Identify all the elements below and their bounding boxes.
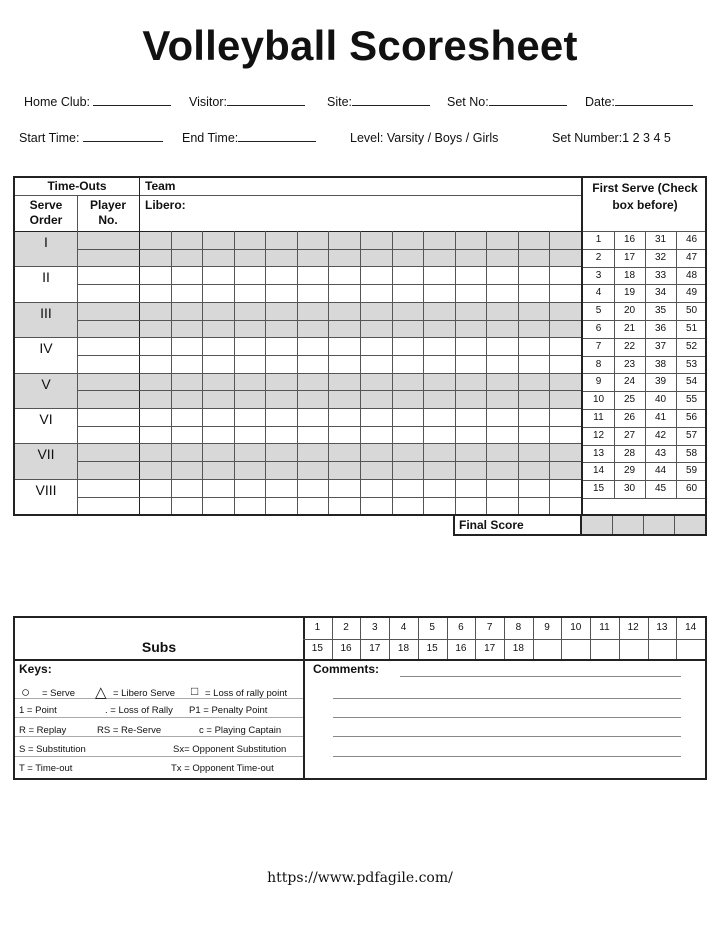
end-time-label: End Time:: [182, 131, 239, 145]
comments-label: Comments:: [313, 662, 380, 676]
first-serve-number[interactable]: 35: [654, 305, 667, 317]
sub-number[interactable]: 16: [340, 643, 352, 654]
key-serve: = Serve: [42, 688, 76, 699]
first-serve-header: First Serve (Check box before): [592, 181, 698, 212]
home-club-field[interactable]: [24, 95, 171, 109]
date-label: Date:: [585, 95, 615, 109]
date-field[interactable]: [585, 95, 693, 109]
key-point: 1 = Point: [19, 705, 57, 716]
sub-number[interactable]: 6: [458, 622, 464, 633]
subs-section: [13, 616, 707, 780]
first-serve-number[interactable]: 27: [623, 429, 636, 441]
first-serve-number[interactable]: 59: [685, 465, 698, 477]
sub-number[interactable]: 4: [400, 622, 407, 633]
key-penalty: P1 = Penalty Point: [189, 705, 268, 716]
first-serve-number[interactable]: 38: [654, 358, 667, 370]
key-opp-timeout: Tx = Opponent Time-out: [171, 763, 274, 774]
set-number-field[interactable]: Set Number:1 2 3 4 5: [552, 131, 671, 145]
sub-number[interactable]: 12: [627, 622, 639, 633]
sub-number[interactable]: 11: [599, 622, 610, 633]
first-serve-number[interactable]: 56: [685, 411, 698, 423]
first-serve-number[interactable]: 9: [595, 376, 602, 388]
first-serve-number[interactable]: 41: [654, 411, 667, 423]
first-serve-number[interactable]: 18: [623, 269, 636, 281]
player-number-cell[interactable]: [77, 479, 139, 514]
first-serve-number[interactable]: 11: [593, 411, 604, 423]
first-serve-number[interactable]: 42: [654, 429, 667, 441]
first-serve-number[interactable]: 24: [623, 376, 636, 388]
first-serve-number[interactable]: 33: [654, 269, 667, 281]
footer-url[interactable]: https://www.pdfagile.com/: [267, 870, 453, 886]
sub-number[interactable]: 3: [371, 622, 378, 633]
first-serve-number[interactable]: 12: [592, 429, 605, 441]
rotation-label: IV: [39, 340, 53, 357]
rotation-label: VI: [39, 411, 53, 427]
final-score-label: Final Score: [459, 518, 524, 532]
set-no-label: Set No:: [447, 95, 489, 109]
first-serve-number[interactable]: 54: [685, 376, 698, 388]
triangle-icon: △: [95, 684, 107, 701]
first-serve-number[interactable]: 47: [685, 251, 698, 263]
first-serve-number[interactable]: 31: [654, 234, 667, 245]
first-serve-number[interactable]: 52: [685, 340, 698, 352]
sub-number[interactable]: 9: [544, 622, 550, 633]
sub-number[interactable]: 1: [314, 622, 321, 633]
grid-canvas: [15, 178, 705, 514]
first-serve-number[interactable]: 51: [685, 322, 698, 334]
sub-number[interactable]: 17: [369, 643, 381, 654]
comment-line[interactable]: [333, 736, 681, 737]
first-serve-number[interactable]: 7: [595, 340, 602, 352]
first-serve-number[interactable]: 1: [595, 234, 602, 245]
sub-number[interactable]: 7: [486, 622, 493, 633]
first-serve-number[interactable]: 60: [685, 483, 698, 495]
first-serve-number[interactable]: 43: [654, 447, 667, 459]
comment-line[interactable]: [333, 756, 681, 757]
first-serve-number[interactable]: 19: [623, 287, 636, 299]
first-serve-number[interactable]: 53: [685, 358, 698, 370]
visitor-label: Visitor:: [189, 95, 227, 109]
first-serve-number[interactable]: 25: [623, 394, 636, 406]
first-serve-number[interactable]: 15: [592, 483, 605, 495]
player-number-cell[interactable]: [77, 231, 139, 266]
first-serve-number[interactable]: 55: [685, 394, 698, 406]
first-serve-number[interactable]: 4: [595, 287, 602, 299]
first-serve-number[interactable]: 23: [623, 358, 636, 370]
subs-label: Subs: [141, 639, 177, 655]
player-number-cell[interactable]: [77, 266, 139, 301]
site-label: Site:: [327, 95, 353, 109]
team-header: Team: [145, 179, 176, 193]
first-serve-number[interactable]: 50: [685, 305, 698, 317]
first-serve-number[interactable]: 3: [595, 269, 602, 281]
first-serve-number[interactable]: 34: [654, 287, 667, 299]
key-substitution: S = Substitution: [19, 744, 86, 755]
serve-order-header: Serve Order: [29, 198, 63, 227]
first-serve-number[interactable]: 29: [623, 465, 636, 477]
rotation-label: II: [42, 269, 50, 286]
libero-label[interactable]: Libero:: [145, 198, 186, 212]
sub-number[interactable]: 8: [515, 622, 522, 633]
first-serve-number[interactable]: 6: [595, 322, 602, 334]
first-serve-number[interactable]: 14: [592, 465, 605, 477]
first-serve-number[interactable]: 16: [623, 234, 636, 245]
first-serve-number[interactable]: 5: [595, 305, 602, 317]
rotation-label: VII: [37, 446, 55, 463]
key-loss-rally: . = Loss of Rally: [105, 705, 173, 716]
home-club-label: Home Club:: [24, 95, 90, 109]
comment-line[interactable]: [333, 698, 681, 699]
first-serve-number[interactable]: 37: [654, 340, 667, 352]
comment-line[interactable]: [333, 717, 681, 718]
key-replay: R = Replay: [19, 725, 67, 736]
rotation-label: III: [40, 304, 52, 321]
first-serve-number[interactable]: 13: [592, 447, 605, 459]
first-serve-number[interactable]: 30: [623, 483, 636, 495]
sub-number[interactable]: 10: [570, 622, 582, 633]
player-number-cell[interactable]: [77, 373, 139, 408]
key-timeout: T = Time-out: [19, 763, 73, 774]
first-serve-number[interactable]: 49: [685, 287, 698, 299]
player-number-cell[interactable]: [77, 337, 139, 372]
keys-label: Keys:: [19, 662, 52, 676]
end-time-field[interactable]: [182, 131, 316, 145]
first-serve-number[interactable]: 39: [654, 376, 667, 388]
sub-number[interactable]: 18: [397, 643, 410, 654]
start-time-field[interactable]: [19, 131, 163, 145]
site-field[interactable]: [327, 95, 430, 109]
first-serve-number[interactable]: 28: [623, 447, 636, 459]
first-serve-number[interactable]: 44: [654, 465, 667, 477]
first-serve-number[interactable]: 45: [654, 483, 667, 495]
visitor-field[interactable]: [189, 95, 305, 109]
player-number-cell[interactable]: [77, 443, 139, 478]
sub-number[interactable]: 15: [311, 643, 323, 654]
player-number-cell[interactable]: [77, 302, 139, 337]
sub-number[interactable]: 13: [656, 622, 668, 633]
sub-number[interactable]: 16: [455, 643, 467, 654]
timeouts-header: Time-Outs: [47, 179, 107, 193]
level-field[interactable]: Level: Varsity / Boys / Girls: [350, 131, 499, 145]
player-no-header: Player No.: [89, 198, 127, 227]
rotation-label: VIII: [35, 481, 57, 498]
page-title: Volleyball Scoresheet: [142, 22, 578, 69]
rotation-label: V: [41, 375, 51, 392]
sub-number[interactable]: 15: [426, 643, 438, 654]
sub-number[interactable]: 17: [484, 643, 496, 654]
circle-icon: ○: [21, 684, 31, 701]
first-serve-number[interactable]: 8: [595, 358, 602, 370]
first-serve-number[interactable]: 26: [623, 411, 636, 423]
sub-number[interactable]: 18: [512, 643, 524, 654]
key-loss-rally-point: = Loss of rally point: [205, 688, 288, 699]
first-serve-number[interactable]: 36: [654, 322, 667, 334]
square-icon: □: [191, 684, 199, 698]
key-captain: c = Playing Captain: [199, 725, 282, 736]
key-opp-sub: Sx= Opponent Substitution: [173, 744, 287, 755]
first-serve-number[interactable]: 58: [685, 447, 698, 459]
first-serve-number[interactable]: 2: [595, 251, 602, 263]
sub-number[interactable]: 14: [685, 622, 697, 633]
first-serve-number[interactable]: 10: [592, 394, 605, 406]
comment-line[interactable]: [400, 676, 681, 677]
scoring-grid: [13, 176, 707, 516]
first-serve-number[interactable]: 32: [654, 251, 667, 263]
sub-number[interactable]: 2: [343, 622, 349, 633]
key-reserve: RS = Re-Serve: [97, 725, 162, 736]
rotation-label: I: [44, 234, 48, 250]
first-serve-number[interactable]: 21: [623, 322, 636, 334]
start-time-label: Start Time:: [19, 131, 80, 145]
key-libero-serve: = Libero Serve: [113, 688, 176, 699]
set-no-field[interactable]: [447, 95, 567, 109]
first-serve-number[interactable]: 40: [654, 394, 667, 406]
first-serve-number[interactable]: 48: [685, 269, 698, 281]
sub-number[interactable]: 5: [429, 622, 435, 633]
final-score-box: [453, 516, 707, 536]
first-serve-number[interactable]: 22: [623, 340, 636, 352]
first-serve-number[interactable]: 46: [685, 234, 698, 245]
first-serve-number[interactable]: 57: [685, 429, 698, 441]
first-serve-number[interactable]: 20: [623, 305, 636, 317]
first-serve-number[interactable]: 17: [623, 251, 636, 263]
player-number-cell[interactable]: [77, 408, 139, 443]
